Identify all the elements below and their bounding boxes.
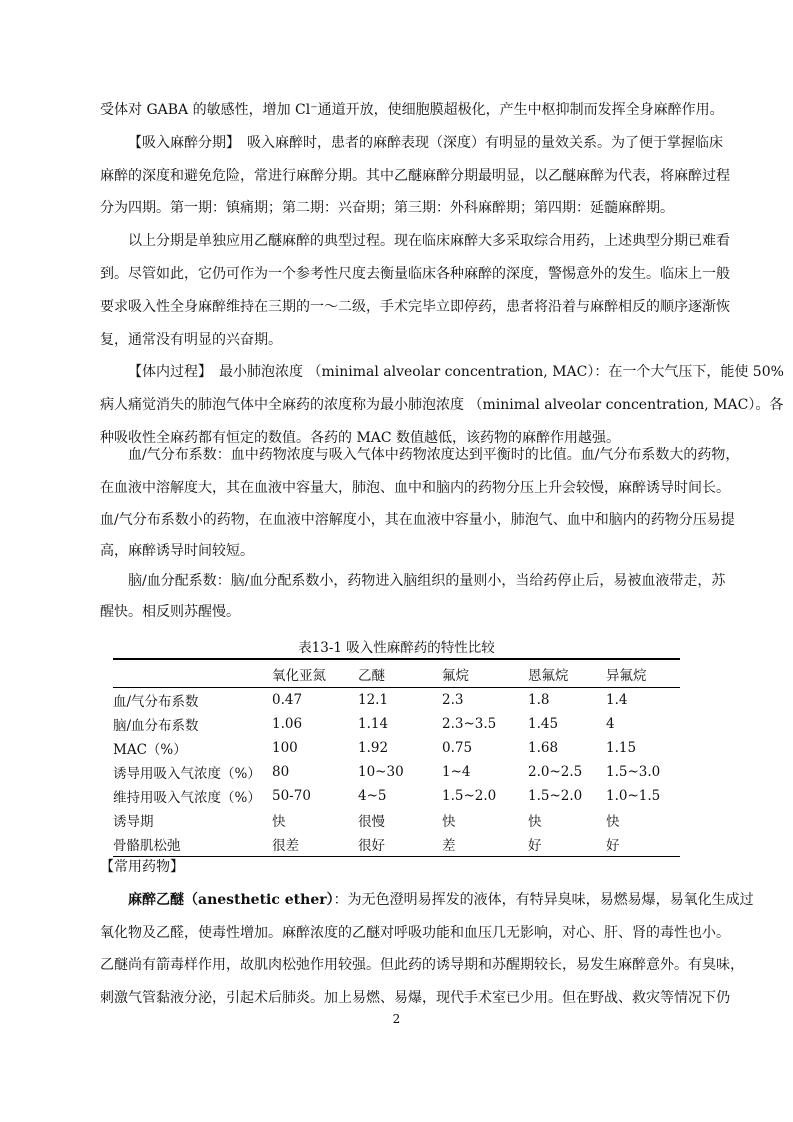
table-cell: 4~5 xyxy=(358,788,387,804)
table-cell: 快 xyxy=(272,814,286,830)
table-caption: 表13-1 吸入性麻醉药的特性比较 xyxy=(298,640,495,656)
body-text-bottom xyxy=(100,851,754,1015)
table-cell: 4 xyxy=(606,716,615,732)
table-cell: 快 xyxy=(606,814,620,830)
table-cell: 1.8 xyxy=(528,692,550,708)
table-row xyxy=(113,760,680,784)
paragraph-blood-gas xyxy=(100,439,740,565)
row-label: 骨骼肌松弛 xyxy=(113,838,181,854)
table-cell: 12.1 xyxy=(358,692,389,708)
table-cell: 80 xyxy=(272,764,290,780)
comparison-table xyxy=(113,658,680,857)
text-line: 到。尽管如此，它仍可作为一个参考性尺度去衡量临床各种麻醉的深度，警惕意外的发生。临床上一般 xyxy=(100,265,730,282)
text-line: 【吸入麻醉分期】 吸入麻醉时，患者的麻醉表现（深度）有明显的量效关系。为了便于掌握临床 xyxy=(128,134,723,151)
text-line: 在血液中溶解度大，其在血液中容量大，肺泡、血中和脑内的药物分压上升会较慢，麻醉诱导时间长。 xyxy=(100,479,730,496)
table-cell: 1.15 xyxy=(606,740,637,756)
table-cell: 1.92 xyxy=(358,740,389,756)
table-cell: 很慢 xyxy=(358,814,385,830)
row-label: 血/气分布系数 xyxy=(113,694,199,710)
table-cell: 1.5~2.0 xyxy=(442,788,497,804)
table-cell: 很差 xyxy=(272,838,299,854)
body-text-top xyxy=(100,94,784,626)
table-cell: 1.68 xyxy=(528,740,559,756)
term-bold: 麻醉乙醚（anesthetic ether） xyxy=(128,891,334,908)
text-line: 刺激气管黏液分泌，引起术后肺炎。加上易燃、易爆，现代手术室已少用。但在野战、救灾等情况下仍 xyxy=(100,990,730,1007)
table-cell: 1.5~2.0 xyxy=(528,788,583,804)
header-cell xyxy=(113,659,272,688)
table-row xyxy=(113,808,680,832)
text-span: ：为无色澄明易挥发的液体，有特异臭味，易燃易爆，易氧化生成过 xyxy=(333,891,754,908)
text-line: 以上分期是单独应用乙醚麻醉的典型过程。现在临床麻醉大多采取综合用药，上述典型分期已难看 xyxy=(128,233,730,250)
text-line: 氧化物及乙醛，使毒性增加。麻醉浓度的乙醚对呼吸功能和血压几无影响，对心、肝、肾的毒性也小。 xyxy=(100,924,730,941)
table-cell: 0.47 xyxy=(272,692,303,708)
header-cell: 氧化亚氮 xyxy=(272,667,326,684)
table-cell: 1.0~1.5 xyxy=(606,788,661,804)
text-line: 【体内过程】 最小肺泡浓度 （minimal alveolar concentration, MAC）：在一个大气压下，能使 50% xyxy=(128,364,784,381)
row-label: 脑/血分布系数 xyxy=(113,718,199,734)
table-header-row xyxy=(113,659,680,688)
header-cell: 乙醚 xyxy=(358,667,385,684)
table-cell: 1.5~3.0 xyxy=(606,764,661,780)
paragraph-typical-process xyxy=(100,225,730,356)
table-cell: 100 xyxy=(272,740,298,756)
text-line: 血/气分布系数小的药物，在血液中溶解度小，其在血液中容量小，肺泡气、血中和脑内的药物分压易提 xyxy=(100,512,735,529)
row-label: MAC（%） xyxy=(113,742,187,758)
text-line: 血/气分布系数：血中药物浓度与吸入气体中药物浓度达到平衡时的比值。血/气分布系数大的药物， xyxy=(128,446,740,463)
page-number: 2 xyxy=(392,1012,401,1026)
text-line: 脑/血分配系数：脑/血分配系数小，药物进入脑组织的量则小，当给药停止后，易被血液带走，苏 xyxy=(128,573,726,590)
table-cell: 1.14 xyxy=(358,716,389,732)
text-line: 醒快。相反则苏醒慢。 xyxy=(100,603,240,620)
table-cell: 0.75 xyxy=(442,740,473,756)
text-line: 乙醚尚有箭毒样作用，故肌肉松弛作用较强。但此药的诱导期和苏醒期较长，易发生麻醉意外。有臭味， xyxy=(100,957,744,974)
text-line: 麻醉的深度和避免危险，常进行麻醉分期。其中乙醚麻醉分期最明显，以乙醚麻醉为代表，将麻醉过程 xyxy=(100,167,730,184)
table-cell: 1.06 xyxy=(272,716,303,732)
text-line: 受体对 GABA 的敏感性，增加 Cl⁻通道开放，使细胞膜超极化，产生中枢抑制而发挥全身麻醉作用。 xyxy=(100,102,724,118)
table-cell: 快 xyxy=(442,814,456,830)
table-row xyxy=(113,784,680,808)
table-cell: 2.3~3.5 xyxy=(442,716,497,732)
text-line: 病人痛觉消失的肺泡气体中全麻药的浓度称为最小肺泡浓度 （minimal alveolar concentration, MAC）。各 xyxy=(100,397,784,414)
header-cell: 异氟烷 xyxy=(606,667,647,684)
text-line: 种吸收性全麻药都有恒定的数值。各药的 MAC 数值越低，该药物的麻醉作用越强。 xyxy=(100,429,621,446)
row-label: 诱导期 xyxy=(113,814,154,830)
table-cell: 1~4 xyxy=(442,764,471,780)
table-row xyxy=(113,688,680,713)
table-cell: 差 xyxy=(442,838,456,854)
paragraph-brain-blood xyxy=(100,565,726,626)
header-cell: 恩氟烷 xyxy=(528,667,569,684)
table-cell: 10~30 xyxy=(358,764,404,780)
table-cell: 50-70 xyxy=(272,788,311,804)
row-label: 维持用吸入气浓度（%） xyxy=(113,790,261,806)
table-cell: 快 xyxy=(528,814,542,830)
header-cell: 氟烷 xyxy=(442,667,469,684)
table-cell: 1.4 xyxy=(606,692,628,708)
paragraph-anesthesia-stages xyxy=(100,127,730,225)
text-line: 复，通常没有明显的兴奋期。 xyxy=(100,331,282,348)
text-line xyxy=(100,884,754,917)
table-cell: 2.0~2.5 xyxy=(528,764,583,780)
table-row xyxy=(113,736,680,760)
table-cell: 2.3 xyxy=(442,692,464,708)
section-heading: 【常用药物】 xyxy=(100,859,184,875)
table-row xyxy=(113,712,680,736)
table-cell: 好 xyxy=(606,838,620,854)
text-line: 要求吸入性全身麻醉维持在三期的一～二级，手术完毕立即停药，患者将沿着与麻醉相反的顺序逐渐恢 xyxy=(100,298,730,315)
table-cell: 很好 xyxy=(358,838,385,854)
row-label: 诱导用吸入气浓度（%） xyxy=(113,766,261,782)
table-cell: 好 xyxy=(528,838,542,854)
table-cell: 1.45 xyxy=(528,716,559,732)
text-line: 高，麻醉诱导时间较短。 xyxy=(100,543,254,560)
text-line: 分为四期。第一期：镇痛期；第二期：兴奋期；第三期：外科麻醉期；第四期：延髓麻醉期。 xyxy=(100,200,674,217)
